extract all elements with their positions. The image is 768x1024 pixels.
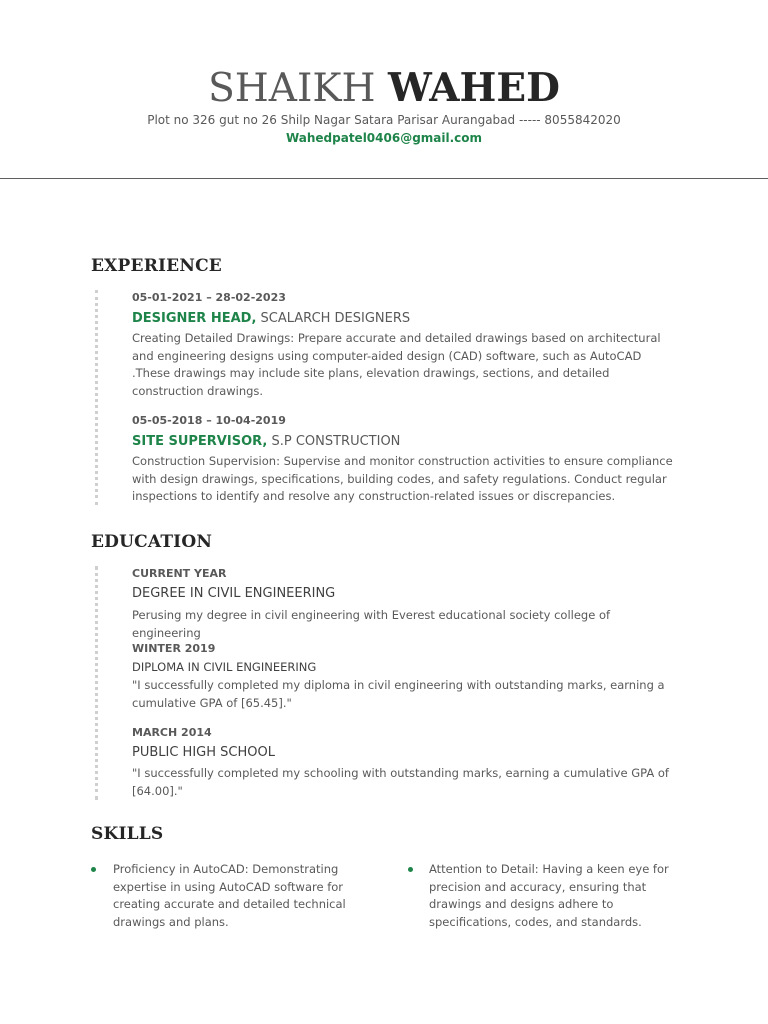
- bullet-icon: [408, 867, 413, 872]
- education-item: [132, 566, 677, 642]
- bullet-icon: [91, 867, 96, 872]
- experience-timeline: [95, 290, 98, 505]
- experience-item: [132, 290, 677, 400]
- experience-dates: 05-05-2018 – 10-04-2019: [132, 414, 286, 427]
- education-description: "I successfully completed my schooling with outstanding marks, earning a cumulative GPA of [64.00].": [132, 766, 669, 798]
- candidate-name: [0, 62, 768, 115]
- skill-item: Attention to Detail: Having a keen eye for precision and accuracy, ensuring that drawings and designs adhere to specifications, codes, and standards.: [429, 862, 669, 929]
- education-description: Perusing my degree in civil engineering with Everest educational society college of engineering: [132, 608, 611, 640]
- email-link[interactable]: Wahedpatel0406@gmail.com: [285, 131, 483, 145]
- experience-role: [132, 432, 677, 451]
- company-name: S.P CONSTRUCTION: [267, 434, 401, 449]
- experience-role: [132, 309, 677, 328]
- degree-name: DEGREE IN CIVIL ENGINEERING: [132, 586, 336, 601]
- education-item: [132, 725, 677, 800]
- education-dates: WINTER 2019: [132, 642, 216, 655]
- experience-item: [132, 413, 677, 506]
- experience-description: Construction Supervision: Supervise and monitor construction activities to ensure compliance with design drawings, specifications, building codes, and safety regulations. Conduct regular inspections to identify and resolve any construction-related issues or discrepancies.: [132, 454, 673, 503]
- contact-line: Plot no 326 gut no 26 Shilp Nagar Satara Parisar Aurangabad ----- 8055842020: [147, 113, 621, 127]
- education-description: "I successfully completed my diploma in civil engineering with outstanding marks, earning a cumulative GPA of [65.45].": [132, 678, 665, 710]
- resume-header: [0, 0, 768, 179]
- company-name: SCALARCH DESIGNERS: [256, 311, 411, 326]
- education-timeline: [95, 566, 98, 800]
- skill-item: Proficiency in AutoCAD: Demonstrating expertise in using AutoCAD software for creating accurate and detailed technical drawings and plans.: [113, 862, 346, 929]
- degree-name: PUBLIC HIGH SCHOOL: [132, 745, 275, 760]
- experience-description: Creating Detailed Drawings: Prepare accurate and detailed drawings based on architectural and engineering designs using computer-aided design (CAD) software, such as AutoCAD .These drawings may include site plans, elevation drawings, sections, and detailed construction drawings.: [132, 331, 661, 398]
- experience-heading: EXPERIENCE: [91, 256, 222, 276]
- skills-heading: SKILLS: [91, 824, 164, 844]
- education-dates: MARCH 2014: [132, 726, 212, 739]
- education-heading: EDUCATION: [91, 532, 213, 552]
- experience-dates: 05-01-2021 – 28-02-2023: [132, 291, 286, 304]
- last-name: WAHED: [387, 65, 560, 111]
- job-title: DESIGNER HEAD,: [132, 311, 257, 326]
- education-item: [132, 641, 677, 712]
- education-dates: CURRENT YEAR: [132, 567, 227, 580]
- job-title: SITE SUPERVISOR,: [132, 434, 268, 449]
- first-name: SHAIKH: [208, 66, 376, 111]
- degree-name: DIPLOMA IN CIVIL ENGINEERING: [132, 660, 317, 674]
